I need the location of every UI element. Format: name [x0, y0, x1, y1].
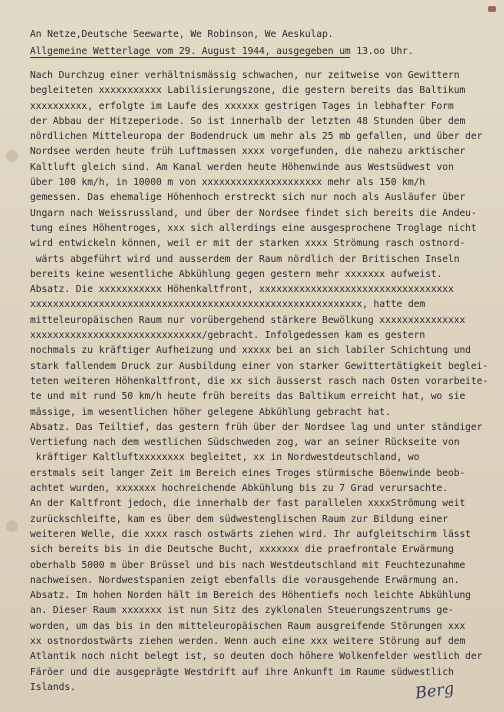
text-line: Islands.	[30, 681, 76, 693]
text-line: nördlichen Mitteleuropa der Bodendruck um mehr als 25 mb gefallen, und über der	[30, 131, 483, 143]
text-line: wärts abgeführt wird und ausserdem der Raum nördlich der Britischen Inseln	[30, 253, 460, 265]
text-line: stark fallendem Druck zur Ausbildung einer von starker Gewittertätigkeit beglei-	[30, 360, 489, 372]
text-line: bereits keine wesentliche Abkühlung gegen gestern mehr xxxxxxx aufweist.	[30, 268, 443, 280]
punch-hole	[6, 520, 18, 532]
text-line: xxxxxxxxxx, erfolgte im Laufe des xxxxxx gestrigen Tages in lebhafter Form	[30, 100, 454, 112]
text-line: xx ostnordostwärts ziehen werden. Wenn auch eine xxx weitere Störung auf dem	[30, 635, 466, 647]
address-line: An Netze,Deutsche Seewarte, We Robinson, We Aeskulap.	[30, 29, 334, 40]
text-line: nachweisen. Nordwestspanien zeigt ebenfalls die vorausgehende Erwärmung an.	[30, 574, 460, 586]
text-line: tung eines Höhentroges, xxx sich allerdings eine ausgesprochene Troglage nicht	[30, 222, 477, 234]
text-line: über 100 km/h, in 10000 m von xxxxxxxxxxxxxxxxxxxxx mehr als 150 km/h	[30, 177, 426, 189]
text-line: gemessen. Das ehemalige Höhenhoch erstreckt sich nur noch als Ausläufer über	[30, 192, 466, 204]
weather-report-text	[30, 27, 500, 695]
text-line: Färöer und die ausgeprägte Westdrift auf ihre Ankunft im Raume südwestlich	[30, 666, 454, 678]
text-line: Ungarn nach Weissrussland, und über der Nordsee findet sich bereits die Andeu-	[30, 207, 477, 219]
text-line: worden, um das bis in den mitteleuropäischen Raum ausgreifende Störungen xxx	[30, 620, 466, 632]
text-line: der Abbau der Hitzeperiode. So ist innerhalb der letzten 48 Stunden über dem	[30, 115, 466, 127]
text-line: Atlantik noch nicht belegt ist, so deuten doch höhere Wolkenfelder westlich der	[30, 651, 483, 663]
text-line: teten weiteren Höhenkaltfront, die xx sich äusserst rasch nach Osten vorarbeite-	[30, 375, 489, 387]
spacer	[30, 60, 500, 68]
text-line: mitteleuropäischen Raum nur vorübergehend stärkere Bewölkung xxxxxxxxxxxxxxx	[30, 314, 466, 326]
text-line: Absatz. Im hohen Norden hält im Bereich des Höhentiefs noch leichte Abkühlung	[30, 590, 471, 602]
report-heading: Allgemeine Wetterlage vom 29. August 1944, ausgegeben um 13.oo Uhr.	[30, 44, 500, 61]
text-line: sich bereits bis in die Deutsche Bucht, xxxxxxx die praefrontale Erwärmung	[30, 544, 454, 556]
text-line: weiteren Welle, die xxxx rasch ostwärts ziehen wird. Ihr aufgleitschirm lässt	[30, 528, 471, 540]
text-line: kräftiger Kaltluftxxxxxxxx begleitet, xx in Nordwestdeutschland, wo	[30, 452, 420, 464]
signature: Berg	[413, 678, 456, 703]
text-line: mässige, im wesentlichen höher gelegene Abkühlung gebracht hat.	[30, 406, 391, 418]
text-line: achtet wurden, xxxxxxx hochreichende Abkühlung bis zu 7 Grad verursachte.	[30, 483, 448, 495]
text-line: an. Dieser Raum xxxxxxx ist nun Sitz des zyklonalen Steuerungszentrums ge-	[30, 605, 454, 617]
text-line: xxxxxxxxxxxxxxxxxxxxxxxxxxxxxxxxxxxxxxxxxxxxxxxxxxxxxxxxxx, hatte dem	[30, 299, 426, 311]
text-line: Kaltluft gleich sind. Am Kanal werden heute Höhenwinde aus Westsüdwest von	[30, 161, 454, 173]
punch-hole	[6, 150, 18, 162]
text-line: zurückschleifte, kam es über dem südwestenglischen Raum zur Bildung einer	[30, 513, 448, 525]
text-line: wird entwickeln können, weil er mit der starken xxxx Strömung rasch ostnord-	[30, 238, 466, 250]
text-line: An der Kaltfront jedoch, die innerhalb der fast parallelen xxxxStrömung weit	[30, 498, 466, 510]
text-line: Absatz. Die xxxxxxxxxxx Höhenkaltfront, xxxxxxxxxxxxxxxxxxxxxxxxxxxxxxxxxx	[30, 284, 454, 296]
text-line: Nach Durchzug einer verhältnismässig schwachen, nur zeitweise von Gewittern	[30, 70, 460, 81]
text-line: erstmals seit langer Zeit im Bereich eines Troges stürmische Böenwinde beob-	[30, 467, 466, 479]
text-line: xxxxxxxxxxxxxxxxxxxxxxxxxxxxxx/gebracht. Infolgedessen kam es gestern	[30, 330, 426, 342]
text-line: te und mit rund 50 km/h heute früh bereits das Baltikum erreicht hat, wo sie	[30, 391, 466, 403]
text-line: Absatz. Das Teiltief, das gestern früh über der Nordsee lag und unter ständiger	[30, 421, 483, 433]
report-body	[30, 68, 500, 695]
text-line: Nordsee werden heute früh Luftmassen xxxx vorgefunden, die nahezu arktischer	[30, 146, 466, 158]
text-line: Vertiefung nach dem westlichen Südschweden zog, war an seiner Rückseite von	[30, 437, 460, 449]
text-line: nochmals zu kräftiger Aufheizung und xxxxx bei an sich labiler Schichtung und	[30, 345, 471, 357]
text-line: oberhalb 5000 m über Brüssel und bis nach Westdeutschland mit Feuchtezunahme	[30, 559, 466, 571]
corner-mark	[488, 6, 496, 12]
text-line: begleiteten xxxxxxxxxxx Labilisierungszone, die gestern bereits das Baltikum	[30, 85, 466, 97]
